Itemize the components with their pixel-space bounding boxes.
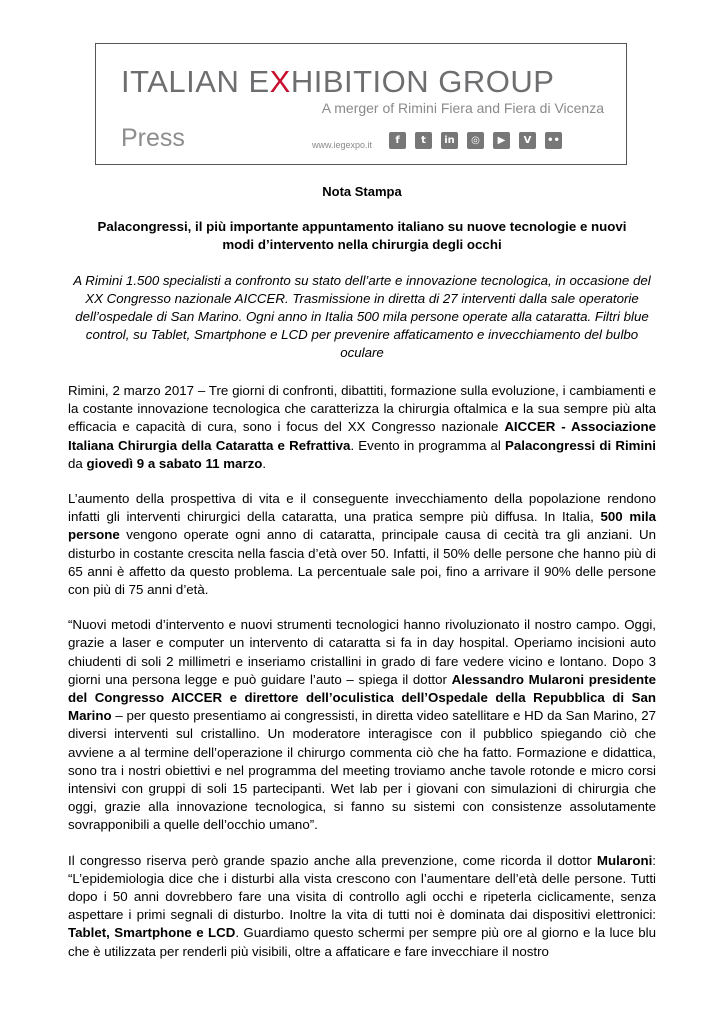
brand-text-1: ITALIAN E [121, 64, 270, 99]
flickr-icon[interactable]: •• [545, 132, 562, 149]
linkedin-icon[interactable]: in [441, 132, 458, 149]
article-body [68, 382, 656, 978]
twitter-icon[interactable]: t [415, 132, 432, 149]
brand-logo [121, 64, 554, 100]
instagram-icon[interactable]: ◎ [467, 132, 484, 149]
paragraph-2: L’aumento della prospettiva di vita e il conseguente invecchiamento della popolazione rendono infatti gli interventi chirurgici della cataratta, una pratica sempre più diffusa. In Italia, 500 mila persone vengono operate ogni anno di cataratta, principale causa di cecità tra gli anziani. Un disturbo in costante crescita nella fascia d’età over 50. Infatti, il 50% delle persone che hanno più di 65 anni è affetto da questo problema. La percentuale sale poi, fino a arrivare il 90% delle persone con più di 75 anni d’età. [68, 491, 656, 598]
summary: A Rimini 1.500 specialisti a confronto su stato dell’arte e innovazione tecnologica, in occasione del XX Congresso nazionale AICCER. Trasmissione in diretta di 27 interventi dalla sale operatorie dell’ospedale di San Marino. Ogni anno in Italia 500 mila persone operate alla cataratta. Filtri blue control, su Tablet, Smartphone e LCD per prevenire affaticamento e invecchiamento del bulbo oculare [73, 273, 651, 360]
paragraph-1: Rimini, 2 marzo 2017 – Tre giorni di confronti, dibattiti, formazione sulla evoluzione, i cambiamenti e la costante innovazione tecnologica che caratterizza la chirurgia oftalmica e la sua sempre più alta efficacia e capacità di cura, sono i focus del XX Congresso nazionale AICCER - Associazione Italiana Chirurgia della Cataratta e Refrattiva. Evento in programma al Palacongressi di Rimini da giovedì 9 a sabato 11 marzo. [68, 383, 656, 471]
youtube-icon[interactable]: ▶ [493, 132, 510, 149]
brand-text-2: HIBITION GROUP [290, 64, 555, 99]
paragraph-4: Il congresso riserva però grande spazio anche alla prevenzione, come ricorda il dottor Mularoni: “L’epidemiologia dice che i disturbi alla vista crescono con l’aumentare dell’età delle persone. Tutti dopo i 50 anni dovrebbero fare una visita di controllo agli occhi e ripeterla ciclicamente, senza aspettare i primi segnali di disturbo. Inoltre la vita di tutti noi è dominata dai dispositivi elettronici: Tablet, Smartphone e LCD. Guardiamo questo schermi per sempre più ore al giorno e la luce blu che è utilizzata per renderli più visibili, oltre a affaticare e fare invecchiare il nostro [68, 852, 656, 959]
document-label: Nota Stampa [322, 184, 402, 199]
vimeo-icon[interactable]: V [519, 132, 536, 149]
social-icons [389, 132, 562, 149]
brand-text-x: X [269, 64, 291, 99]
paragraph-3: “Nuovi metodi d’intervento e nuovi strumenti tecnologici hanno rivoluzionato il nostro campo. Oggi, grazie a laser e computer un intervento di cataratta si fa in day hospital. Operiamo incisioni auto chiudenti di soli 2 millimetri e inseriamo cristallini in grado di fare vedere vicino e lontano. Dopo 3 giorni una persona legge e può guidare l’auto – spiega il dottor Alessandro Mularoni presidente del Congresso AICCER e direttore dell’oculistica dell’Ospedale della Repubblica di San Marino – per questo presentiamo ai congressisti, in diretta video satellitare e HD da San Marino, 27 diversi interventi sul cristallino. Un moderatore interagisce con il pubblico spiegando ciò che avviene a al termine dell’operazione il chirurgo commenta ciò che ha fatto. Formazione e didattica, sono tra i nostri obiettivi e nel programma del meeting troviamo anche tavole rotonde e micro corsi intensivi con gruppi di soli 15 partecipanti. Wet lab per i giovani con simulazioni di chirurgia che oggi, grazie alla innovazione tecnologica, si fanno su sistemi con consistenze assolutamente sovrapponibili a quelle dell’occhio umano”. [68, 617, 657, 833]
brand-subtitle: A merger of Rimini Fiera and Fiera di Vicenza [321, 100, 604, 116]
press-label: Press [121, 124, 185, 152]
website-link[interactable]: www.iegexpo.it [312, 140, 373, 150]
headline: Palacongressi, il più importante appuntamento italiano su nuove tecnologie e nuovi modi d’intervento nella chirurgia degli occhi [97, 219, 627, 252]
facebook-icon[interactable]: f [389, 132, 406, 149]
header-banner [95, 43, 627, 165]
